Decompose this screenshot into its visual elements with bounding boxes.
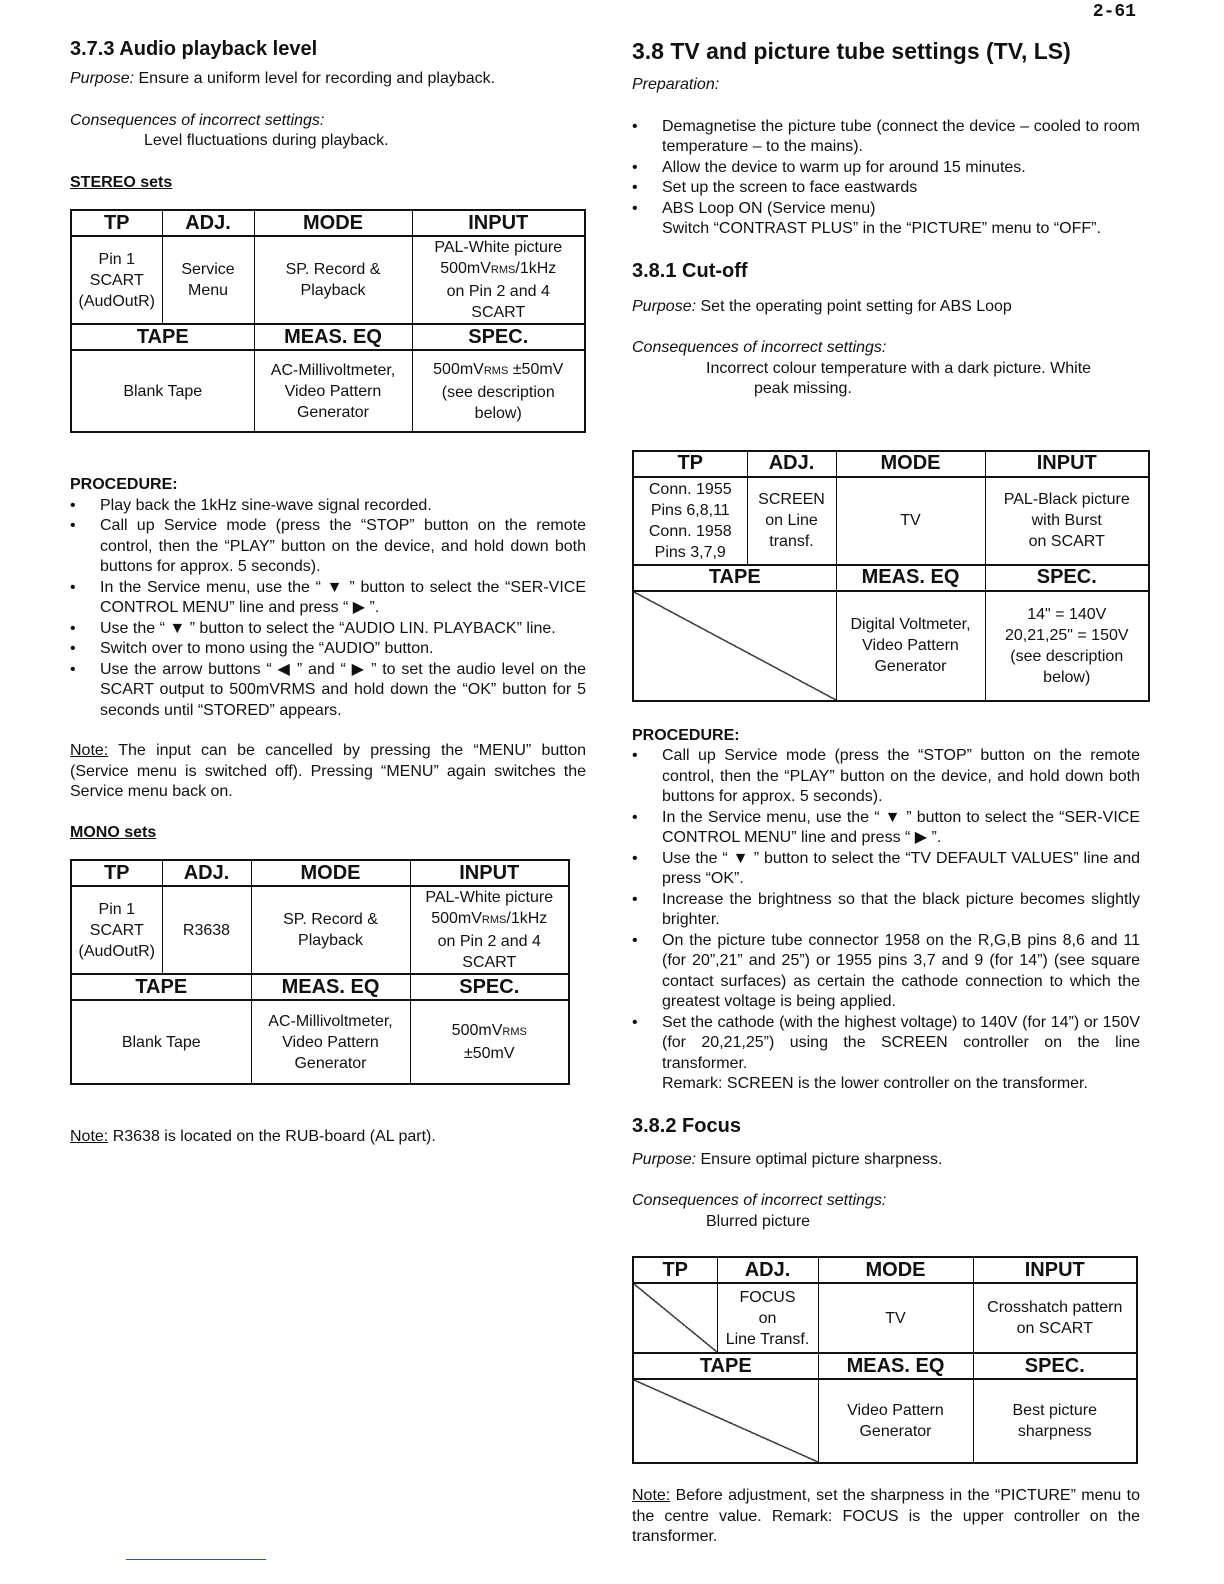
purpose-label: Purpose: <box>70 70 135 87</box>
spec-line: (see description below) <box>441 383 555 422</box>
mono-sets-label: MONO sets <box>70 823 157 841</box>
purpose-line <box>70 69 586 90</box>
preparation-list <box>632 117 1140 220</box>
table-header: TP <box>71 210 162 236</box>
mono-table <box>70 859 570 1085</box>
table-header: MEAS. EQ <box>254 324 412 350</box>
table-header: TP <box>633 451 747 477</box>
page-number: 2-61 <box>1092 2 1136 22</box>
list-item: • Call up Service mode (press the “STOP” button on the remote control, then the “PLAY” button on the device, and hold down both buttons for approx. 5 seconds). <box>70 516 586 578</box>
cutoff-purpose-line <box>632 297 1140 318</box>
cutoff-table <box>632 450 1150 702</box>
table-cell-input <box>412 236 585 324</box>
focus-table <box>632 1256 1138 1464</box>
table-cell: Pin 1 SCART (AudOutR) <box>71 886 162 974</box>
input-value: /1kHz <box>515 260 557 277</box>
stereo-sets-label: STEREO sets <box>70 173 173 191</box>
purpose-label: Purpose: <box>632 297 697 315</box>
list-item: • Increase the brightness so that the black picture becomes slightly brighter. <box>632 890 1140 931</box>
procedure-list <box>632 746 1140 1074</box>
empty-cell <box>633 1379 818 1463</box>
table-cell: Blank Tape <box>71 1000 251 1084</box>
empty-cell <box>633 591 836 701</box>
table-header: TAPE <box>633 565 836 591</box>
consequences-text: Level fluctuations during playback. <box>144 132 389 149</box>
note2-text: R3638 is located on the RUB-board (AL part). <box>108 1128 436 1145</box>
table-cell: 14" = 140V 20,21,25" = 150V (see description below) <box>985 591 1149 701</box>
left-column <box>70 38 586 1148</box>
table-header: MEAS. EQ <box>818 1353 973 1379</box>
table-header: ADJ. <box>747 451 836 477</box>
focus-note <box>632 1486 1140 1548</box>
table-cell: PAL-Black picture with Burst on SCART <box>985 477 1149 565</box>
table-cell: Video Pattern Generator <box>818 1379 973 1463</box>
input-subscript: RMS <box>481 914 507 926</box>
table-header: MEAS. EQ <box>836 565 985 591</box>
input-value: /1kHz <box>506 910 548 927</box>
table-cell: Blank Tape <box>71 350 254 432</box>
input-line <box>415 258 583 281</box>
list-item: • Play back the 1kHz sine-wave signal recorded. <box>70 496 586 517</box>
table-cell-spec <box>412 350 585 432</box>
section-heading-focus: 3.8.2 Focus <box>632 1114 741 1137</box>
consequences-label: Consequences of incorrect settings: <box>70 111 325 129</box>
table-cell: Best picture sharpness <box>973 1379 1137 1463</box>
remark: Remark: SCREEN is the lower controller on the transformer. <box>662 1075 1088 1092</box>
input-line: SCART <box>462 954 517 971</box>
list-item: • Allow the device to warm up for around 15 minutes. <box>632 158 1140 179</box>
section-heading-cutoff: 3.8.1 Cut-off <box>632 259 748 282</box>
table-cell: Crosshatch pattern on SCART <box>973 1283 1137 1353</box>
stereo-table <box>70 209 586 433</box>
consequences-label: Consequences of incorrect settings: <box>632 1192 887 1209</box>
note-paragraph <box>70 741 586 803</box>
purpose-label: Purpose: <box>632 1150 697 1168</box>
list-item: • Use the arrow buttons “ ◀ ” and “ ▶ ” to set the audio level on the SCART output to 500mVRMS and hold down the “OK” button for 5 seconds until “STORED” appears. <box>70 660 586 722</box>
note-label: Note: <box>70 742 109 759</box>
table-cell: R3638 <box>162 886 251 974</box>
procedure-list <box>70 496 586 722</box>
input-line: PAL-White picture <box>434 239 563 256</box>
table-cell: Pin 1 SCART (AudOutR) <box>71 236 162 324</box>
table-cell: AC-Millivoltmeter, Video Pattern Generator <box>254 350 412 432</box>
table-header: MODE <box>254 210 412 236</box>
list-item: • Use the “ ▼ ” button to select the “TV DEFAULT VALUES” line and press “OK”. <box>632 849 1140 890</box>
input-line: SCART <box>471 304 526 321</box>
list-item: • On the picture tube connector 1958 on the R,G,B pins 8,6 and 11 (for 20”,21” and 25”) or 1955 pins 3,7 and 9 (for 14”) (see square contact surfaces) as certain the cathode connection to which the greatest voltage is being applied. <box>632 931 1140 1013</box>
consequences-label: Consequences of incorrect settings: <box>632 339 887 356</box>
table-cell: Service Menu <box>162 236 254 324</box>
table-cell: FOCUS on Line Transf. <box>717 1283 818 1353</box>
table-header: SPEC. <box>973 1353 1137 1379</box>
table-cell: SP. Record & Playback <box>254 236 412 324</box>
table-header: INPUT <box>985 451 1149 477</box>
list-item: • Call up Service mode (press the “STOP” button on the remote control, then the “PLAY” button on the device, and hold down both buttons for approx. 5 seconds). <box>632 746 1140 808</box>
input-subscript: RMS <box>490 264 516 276</box>
table-cell: Conn. 1955 Pins 6,8,11 Conn. 1958 Pins 3,7,9 <box>633 477 747 565</box>
footnote-divider <box>126 1559 266 1560</box>
list-item: • ABS Loop ON (Service menu) <box>632 199 1140 220</box>
consequences-text: Blurred picture <box>706 1212 811 1230</box>
procedure-label: PROCEDURE: <box>70 476 178 493</box>
table-cell: Digital Voltmeter, Video Pattern Generator <box>836 591 985 701</box>
table-header: SPEC. <box>985 565 1149 591</box>
input-value: 500mV <box>440 260 491 277</box>
section-heading-tv-settings: 3.8 TV and picture tube settings (TV, LS) <box>632 38 1071 64</box>
table-header: INPUT <box>410 860 569 886</box>
input-line: on Pin 2 and 4 <box>446 283 550 300</box>
list-item: • Demagnetise the picture tube (connect the device – cooled to room temperature – to the mains). <box>632 117 1140 158</box>
table-header: TP <box>633 1257 717 1283</box>
table-header: MODE <box>836 451 985 477</box>
table-header: INPUT <box>412 210 585 236</box>
table-cell-input <box>410 886 569 974</box>
input-line: on Pin 2 and 4 <box>437 933 541 950</box>
spec-line: ±50mV <box>463 1045 515 1062</box>
spec-subscript: RMS <box>502 1026 527 1038</box>
spec-value: 500mV <box>433 360 484 378</box>
table-header: ADJ. <box>717 1257 818 1283</box>
table-header: TAPE <box>71 324 254 350</box>
procedure-label: PROCEDURE: <box>632 726 740 744</box>
preparation-extra: Switch “CONTRAST PLUS” in the “PICTURE” menu to “OFF”. <box>662 220 1101 237</box>
list-item: • Set up the screen to face eastwards <box>632 178 1140 199</box>
table-header: TP <box>71 860 162 886</box>
spec-value: ±50mV <box>508 360 564 378</box>
note2-paragraph <box>70 1127 586 1148</box>
right-column <box>632 38 1140 1548</box>
spec-value: 500mV <box>451 1022 503 1039</box>
table-header: SPEC. <box>412 324 585 350</box>
note-label: Note: <box>632 1487 671 1504</box>
list-item: • Switch over to mono using the “AUDIO” button. <box>70 639 586 660</box>
purpose-text: Ensure optimal picture sharpness. <box>696 1150 943 1168</box>
consequences-text: Incorrect colour temperature with a dark picture. White <box>706 359 1092 377</box>
preparation-label: Preparation: <box>632 76 720 93</box>
list-item: • Set the cathode (with the highest voltage) to 140V (for 14”) or 150V (for 20,21,25”) using the SCREEN controller on the line transformer. <box>632 1013 1140 1075</box>
table-header: MEAS. EQ <box>251 974 410 1000</box>
section-heading-audio-playback: 3.7.3 Audio playback level <box>70 38 318 60</box>
note2-label: Note: <box>70 1128 109 1145</box>
list-item: • Use the “ ▼ ” button to select the “AUDIO LIN. PLAYBACK” line. <box>70 619 586 640</box>
focus-purpose-line <box>632 1150 1140 1171</box>
table-cell-spec <box>410 1000 569 1084</box>
table-cell: TV <box>836 477 985 565</box>
spec-subscript: RMS <box>483 364 509 377</box>
list-item: • In the Service menu, use the “ ▼ ” button to select the “SER-VICE CONTROL MENU” line and press “ ▶ ”. <box>632 808 1140 849</box>
input-line: PAL-White picture <box>425 889 554 906</box>
table-cell: SP. Record & Playback <box>251 886 410 974</box>
table-header: SPEC. <box>410 974 569 1000</box>
table-header: ADJ. <box>162 860 251 886</box>
table-header: ADJ. <box>162 210 254 236</box>
input-value: 500mV <box>431 910 482 927</box>
note-text: Before adjustment, set the sharpness in the “PICTURE” menu to the centre value. Remark: FOCUS is the upper controller on the transformer. <box>632 1487 1140 1545</box>
table-cell: TV <box>818 1283 973 1353</box>
table-header: INPUT <box>973 1257 1137 1283</box>
consequences-text: peak missing. <box>754 380 852 397</box>
table-header: TAPE <box>71 974 251 1000</box>
list-item: • In the Service menu, use the “ ▼ ” button to select the “SER-VICE CONTROL MENU” line and press “ ▶ ”. <box>70 578 586 619</box>
spec-line <box>415 359 583 382</box>
table-header: TAPE <box>633 1353 818 1379</box>
input-line <box>413 908 567 931</box>
purpose-text: Ensure a uniform level for recording and playback. <box>134 70 496 87</box>
table-cell: AC-Millivoltmeter, Video Pattern Generator <box>251 1000 410 1084</box>
table-header: MODE <box>251 860 410 886</box>
purpose-text: Set the operating point setting for ABS Loop <box>696 297 1012 315</box>
empty-cell <box>633 1283 717 1353</box>
spec-line <box>413 1020 567 1043</box>
note-text: The input can be cancelled by pressing the “MENU” button (Service menu is switched off). Pressing “MENU” again switches the Service menu back on. <box>70 742 586 800</box>
table-header: MODE <box>818 1257 973 1283</box>
table-cell: SCREEN on Line transf. <box>747 477 836 565</box>
